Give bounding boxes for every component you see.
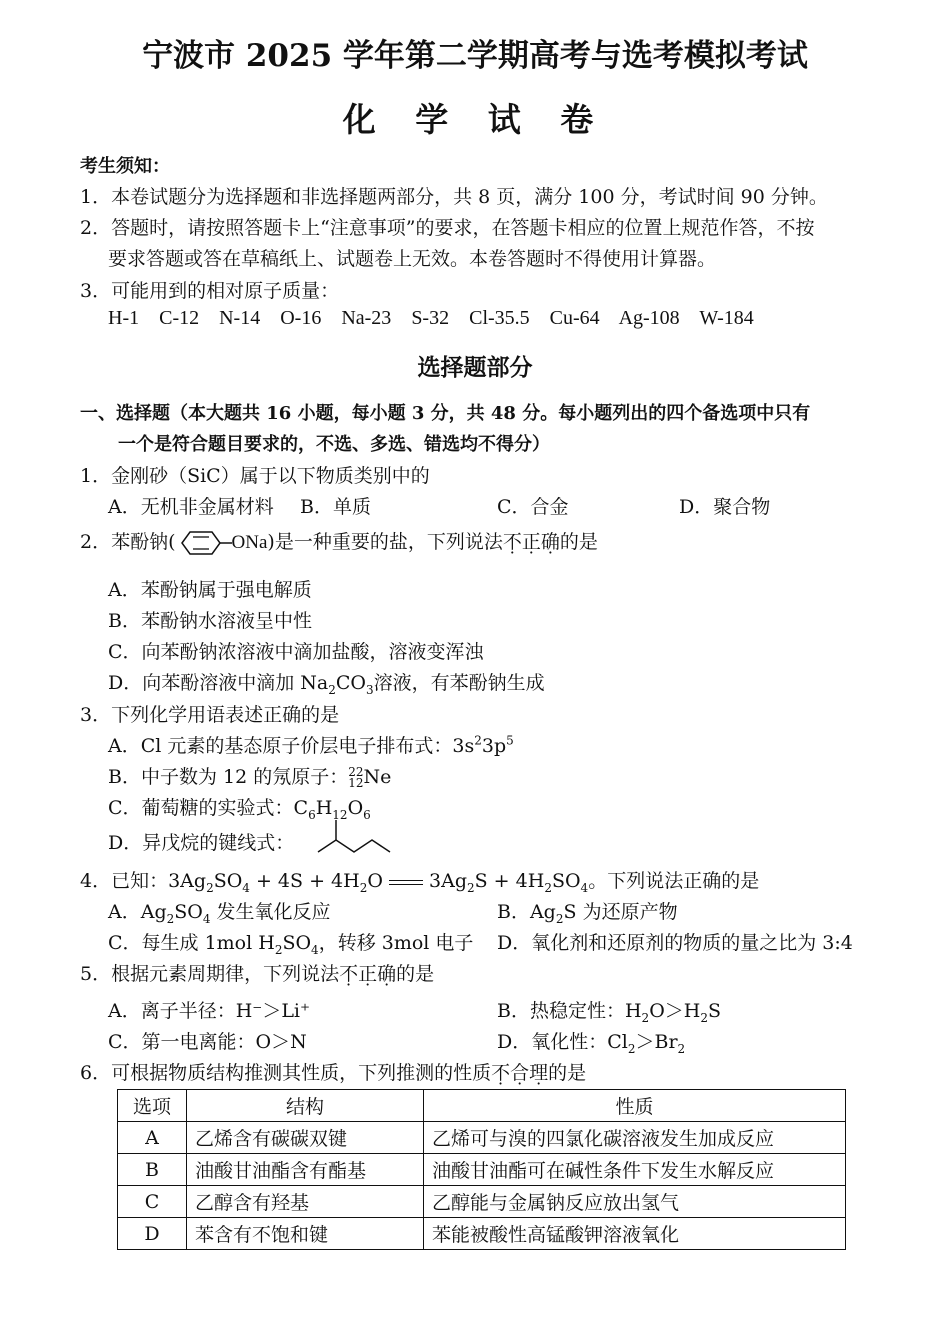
q1-option-d: D．聚合物 (679, 496, 771, 518)
q4-option-a: A．$Ag_2SO_4$ 发生氧化反应 (108, 901, 331, 926)
emphasis-char: 确 (377, 963, 397, 985)
table-cell-structure: 苯含有不饱和键 (187, 1218, 424, 1250)
q5-option-b: B．热稳定性：$H_2O>H_2S$ (497, 1000, 722, 1025)
q4-stem-pre: 4．已知：3Ag (80, 870, 207, 892)
q2-option-d: D．向苯酚溶液中滴加 $Na_2CO_3$溶液，有苯酚钠生成 (108, 672, 545, 697)
table-cell-option: A (118, 1122, 187, 1154)
mass-ag: Ag-108 (618, 307, 680, 329)
table-row (118, 1186, 846, 1218)
table-row (118, 1122, 846, 1154)
q3-option-b (108, 762, 391, 789)
q5-option-c: C．第一电离能：O＞N (108, 1031, 307, 1053)
q4-option-c: C．每生成 1mol $H_2SO_4$，转移 3mol 电子 (108, 932, 474, 957)
q1-option-c: C．合金 (497, 496, 569, 518)
q6-table (117, 1089, 846, 1250)
q3-mass-number: 22 (348, 765, 364, 779)
notice-item-2-cont: 要求答题或答在草稿纸上、试题卷上无效。本卷答题时不得使用计算器。 (108, 248, 717, 270)
notice-heading: 考生须知： (80, 156, 170, 177)
subject-title: 化 学 试 卷 (342, 100, 608, 139)
q4-option-b: B．$Ag_2S$ 为还原产物 (497, 901, 678, 926)
q4-option-a-text: 发生氧化反应 (216, 901, 331, 923)
q4-option-b-text: 为还原产物 (582, 901, 678, 923)
exam-title: 宁波市 2025 学年第二学期高考与选考模拟考试 (142, 38, 808, 74)
table-cell-structure: 油酸甘油酯含有酯基 (187, 1154, 424, 1186)
benzene-ring-structure (176, 531, 232, 553)
table-header-property: 性质 (424, 1090, 846, 1122)
table-row (118, 1218, 846, 1250)
table-header-row (118, 1090, 846, 1122)
emphasis-char: 不 (339, 963, 359, 985)
q2-option-d-pre: D．向苯酚溶液中滴加 Na (108, 672, 329, 694)
q3-option-b-pre: B．中子数为 12 的氖原子： (108, 766, 349, 788)
q3-element-symbol: Ne (363, 766, 392, 788)
q3-stem: 3．下列化学用语表述正确的是 (80, 704, 340, 726)
emphasis-char: 正 (521, 531, 541, 553)
q3-option-c: C．葡萄糖的实验式：$C_6H_{12}O_6$ (108, 797, 371, 822)
q5-stem (80, 959, 434, 986)
mass-s: S-32 (411, 307, 450, 329)
q6-stem-end: 的是 (548, 1062, 587, 1084)
notice-item-3: 3．可能用到的相对原子质量： (80, 280, 340, 302)
section-title: 选择题部分 (417, 354, 533, 381)
table-cell-property: 苯能被酸性高锰酸钾溶液氧化 (424, 1218, 846, 1250)
q5-stem-pre: 5．根据元素周期律，下列说法 (80, 963, 340, 985)
equation-equals-sign (389, 880, 423, 885)
table-cell-structure: 乙醇含有羟基 (187, 1186, 424, 1218)
emphasis-char: 确 (540, 531, 560, 553)
table-header-option: 选项 (118, 1090, 187, 1122)
table-cell-property: 乙醇能与金属钠反应放出氢气 (424, 1186, 846, 1218)
q3-option-c-pre: C．葡萄糖的实验式：C (108, 797, 309, 819)
q6-stem (80, 1058, 586, 1085)
q2-stem-emphasis (503, 531, 560, 553)
q4-option-d: D．氧化剂和还原剂的物质的量之比为 3:4 (497, 932, 853, 954)
q5-stem-end: 的是 (396, 963, 435, 985)
emphasis-char: 合 (510, 1062, 530, 1084)
table-cell-option: C (118, 1186, 187, 1218)
q2-option-b: B．苯酚钠水溶液呈中性 (108, 610, 312, 632)
table-cell-property: 油酸甘油酯可在碱性条件下发生水解反应 (424, 1154, 846, 1186)
notice-item-1: 1．本卷试题分为选择题和非选择题两部分，共 8 页，满分 100 分，考试时间 90 分钟。 (80, 186, 828, 208)
mass-cu: Cu-64 (549, 307, 600, 329)
emphasis-char: 不 (502, 531, 522, 553)
mass-na: Na-23 (341, 307, 392, 329)
mass-w: W-184 (699, 307, 754, 329)
q1-option-b: B．单质 (300, 496, 371, 518)
q2-option-d-post: 溶液，有苯酚钠生成 (373, 672, 545, 694)
q3-option-d: D．异戊烷的键线式： (108, 832, 295, 854)
section-instruction-2: 一个是符合题目要求的，不选、多选、错选均不得分） (118, 434, 550, 455)
q6-stem-emphasis (491, 1062, 548, 1084)
q3-atomic-number: 12 (348, 776, 364, 790)
q4-option-c-pre: C．每生成 1mol H (108, 932, 275, 954)
q1-stem: 1．金刚砂（SiC）属于以下物质类别中的 (80, 465, 430, 487)
q2-stem (80, 527, 598, 556)
q1-option-a: A．无机非金属材料 (108, 496, 274, 518)
table-cell-structure: 乙烯含有碳碳双键 (187, 1122, 424, 1154)
mass-h: H-1 (108, 307, 140, 329)
q2-stem-post: )是一种重要的盐，下列说法 (267, 531, 503, 553)
table-header-structure: 结构 (187, 1090, 424, 1122)
q2-ona: ONa (231, 532, 268, 553)
q2-stem-end: 的是 (559, 531, 598, 553)
q6-stem-pre: 6．可根据物质结构推测其性质，下列推测的性质 (80, 1062, 492, 1084)
q5-stem-emphasis (339, 963, 396, 985)
mass-c: C-12 (159, 307, 200, 329)
table-cell-option: B (118, 1154, 187, 1186)
atomic-masses (108, 307, 754, 330)
q3-option-a: A．Cl 元素的基态原子价层电子排布式：$3s^23p^5$ (108, 733, 514, 757)
q5-option-d: D．氧化性：$Cl_2>Br_2$ (497, 1031, 686, 1056)
q2-option-a: A．苯酚钠属于强电解质 (108, 579, 312, 601)
table-cell-option: D (118, 1218, 187, 1250)
section-instruction-1: 一、选择题（本大题共 16 小题，每小题 3 分，共 48 分。每小题列出的四个备选项中只有 (80, 403, 811, 424)
q3-option-a-pre: A．Cl 元素的基态原子价层电子排布式：3s (108, 735, 475, 757)
table-row (118, 1154, 846, 1186)
notice-item-2: 2．答题时，请按照答题卡上“注意事项”的要求，在答题卡相应的位置上规范作答，不按 (80, 217, 815, 239)
mass-o: O-16 (280, 307, 322, 329)
q5-option-b-pre: B．热稳定性：H (497, 1000, 642, 1022)
mass-cl: Cl-35.5 (469, 307, 530, 329)
q4-stem: 4．已知：$3Ag_2SO_4 + 4S + 4H_2O$ $3Ag_2S + 4H_2SO_4$。下列说法正确的是 (80, 870, 760, 895)
q3-isotope-numbers (348, 767, 363, 789)
q4-option-c-post: ，转移 3mol 电子 (318, 932, 474, 954)
q5-option-a: A．离子半径：H⁻＞Li⁺ (108, 1000, 311, 1022)
q5-option-d-pre: D．氧化性：Cl (497, 1031, 628, 1053)
emphasis-char: 不 (491, 1062, 511, 1084)
emphasis-char: 理 (529, 1062, 549, 1084)
q2-stem-pre: 2．苯酚钠( (80, 531, 176, 553)
q4-stem-post: 。下列说法正确的是 (588, 870, 760, 892)
isopentane-skeletal-formula (316, 818, 392, 854)
q2-option-c: C．向苯酚钠浓溶液中滴加盐酸，溶液变浑浊 (108, 641, 484, 663)
table-cell-property: 乙烯可与溴的四氯化碳溶液发生加成反应 (424, 1122, 846, 1154)
emphasis-char: 正 (358, 963, 378, 985)
mass-n: N-14 (219, 307, 261, 329)
